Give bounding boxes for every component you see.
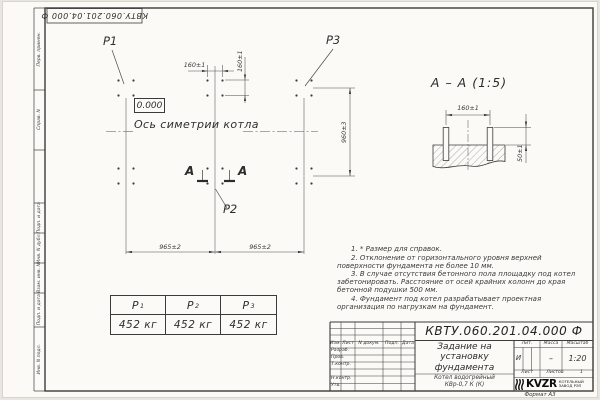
foundation-plan	[106, 49, 355, 254]
margin-label-vzam-inv: Взам. инв. N	[37, 263, 42, 293]
elevation-mark: 0.000	[134, 98, 165, 113]
margin-label-podp-data-1: Подп. и дата	[37, 202, 42, 234]
format-label: Формат А3	[524, 391, 556, 398]
anchor-bolt-right	[487, 128, 493, 161]
mass-label: Масса	[543, 340, 559, 346]
section-letter-right: А	[238, 164, 248, 178]
title-block-title-line1: Задание на	[437, 341, 492, 352]
sheets-label: Листов	[546, 370, 564, 376]
sig-row-nkontr: Н.контр.	[331, 376, 352, 382]
title-block-product-line1: Котел водогрейный	[434, 375, 495, 382]
top-stamp-doc-number: КВТУ.060.201.04.000 Ф	[40, 11, 149, 20]
section-letter-left: А	[185, 164, 195, 178]
rev-header-ndoc: N докум.	[358, 341, 380, 347]
load-table-header-p3: P 3	[221, 296, 276, 315]
rev-header-data: Дата	[402, 341, 414, 347]
scale-label: Масштаб	[566, 340, 589, 346]
kvzr-logo-text: KVZR	[526, 378, 557, 390]
kvzr-logo-icon	[515, 379, 524, 390]
section-cut-marks	[197, 170, 235, 181]
margin-label-inv-podl: Инв. N подл.	[37, 343, 42, 375]
scale-value: 1:20	[568, 353, 587, 363]
kvzr-logo	[515, 378, 592, 390]
load-table-value-p1: 452 кг	[111, 315, 166, 334]
sig-row-razrab: Разраб.	[331, 348, 350, 354]
load-table-header-p1: P 1	[111, 296, 166, 315]
load-table-value-p2: 452 кг	[166, 315, 221, 334]
title-block-title-line3: фундамента	[434, 362, 495, 373]
dim-bolt-spacing-v: 160±1	[235, 50, 244, 73]
load-point-p3-label: P3	[326, 33, 341, 47]
rev-header-izm: Изм.	[330, 341, 341, 347]
sig-row-utv: Утв.	[331, 383, 341, 389]
margin-label-podp-data-2: Подп. и дата	[37, 294, 42, 326]
rev-header-podp: Подп.	[385, 341, 399, 347]
note-4: 4. Фундамент под котел разрабатывает проектная организация по нагрузкам на фундамент.	[337, 294, 542, 311]
dim-col-spacing-left: 965±2	[159, 242, 181, 251]
kvzr-logo-sub1: КОТЕЛЬНЫЙ	[558, 378, 584, 384]
title-block-product-line2: КВр-0,7 К (К)	[444, 382, 485, 389]
lit-value: И	[515, 354, 522, 363]
dim-bolt-spacing-h: 160±1	[183, 61, 206, 69]
rev-header-list: Лист	[342, 341, 354, 347]
title-block-title-line2: установку	[440, 352, 489, 362]
section-view-title: А – А (1:5)	[430, 75, 508, 90]
sheet-label: Лист	[521, 370, 533, 376]
margin-label-inv-dubl: Инв. N дубл.	[37, 232, 42, 264]
technical-notes	[337, 246, 590, 313]
load-point-p1-label: P1	[103, 34, 118, 48]
note-1: 1. * Размер для справок.	[351, 245, 442, 253]
dim-col-spacing-right: 965±2	[249, 242, 271, 251]
load-table	[110, 295, 277, 335]
sig-row-prov: Пров.	[331, 355, 345, 361]
symmetry-axis-label: Ось симетрии котла	[134, 118, 259, 131]
sheets-value: 1	[580, 370, 583, 376]
load-table-value-p3: 452 кг	[229, 318, 268, 331]
load-point-p2-label: P2	[223, 202, 238, 216]
margin-label-perv-primen: Перв. примен.	[37, 31, 42, 67]
lit-label: Лит.	[521, 340, 533, 346]
sig-row-tkontr: Т.контр.	[331, 362, 351, 368]
note-3: 3. В случае отсутствия бетонного пола площадку под котел забетонировать. Расстояние от осей крайних колонн до края бетонной подушки 500 мм.	[337, 270, 576, 295]
dim-section-protrusion: 50±1	[515, 144, 524, 162]
margin-label-sprav-n: Справ. N	[37, 109, 42, 131]
note-2: 2. Отклонение от горизонтального уровня верхней поверхности фундамента не более 10 мм.	[337, 253, 542, 270]
dim-section-bolt-spacing: 160±1	[457, 104, 479, 112]
kvzr-logo-sub2: ЗАВОД РЭП	[558, 383, 582, 388]
title-block-doc-number: КВТУ.060.201.04.000 Ф	[425, 324, 583, 339]
dim-row-spacing: 960±3	[339, 121, 348, 144]
mass-value: –	[549, 353, 553, 363]
load-table-header-p2: P 2	[166, 296, 221, 315]
anchor-bolt-left	[443, 128, 449, 161]
